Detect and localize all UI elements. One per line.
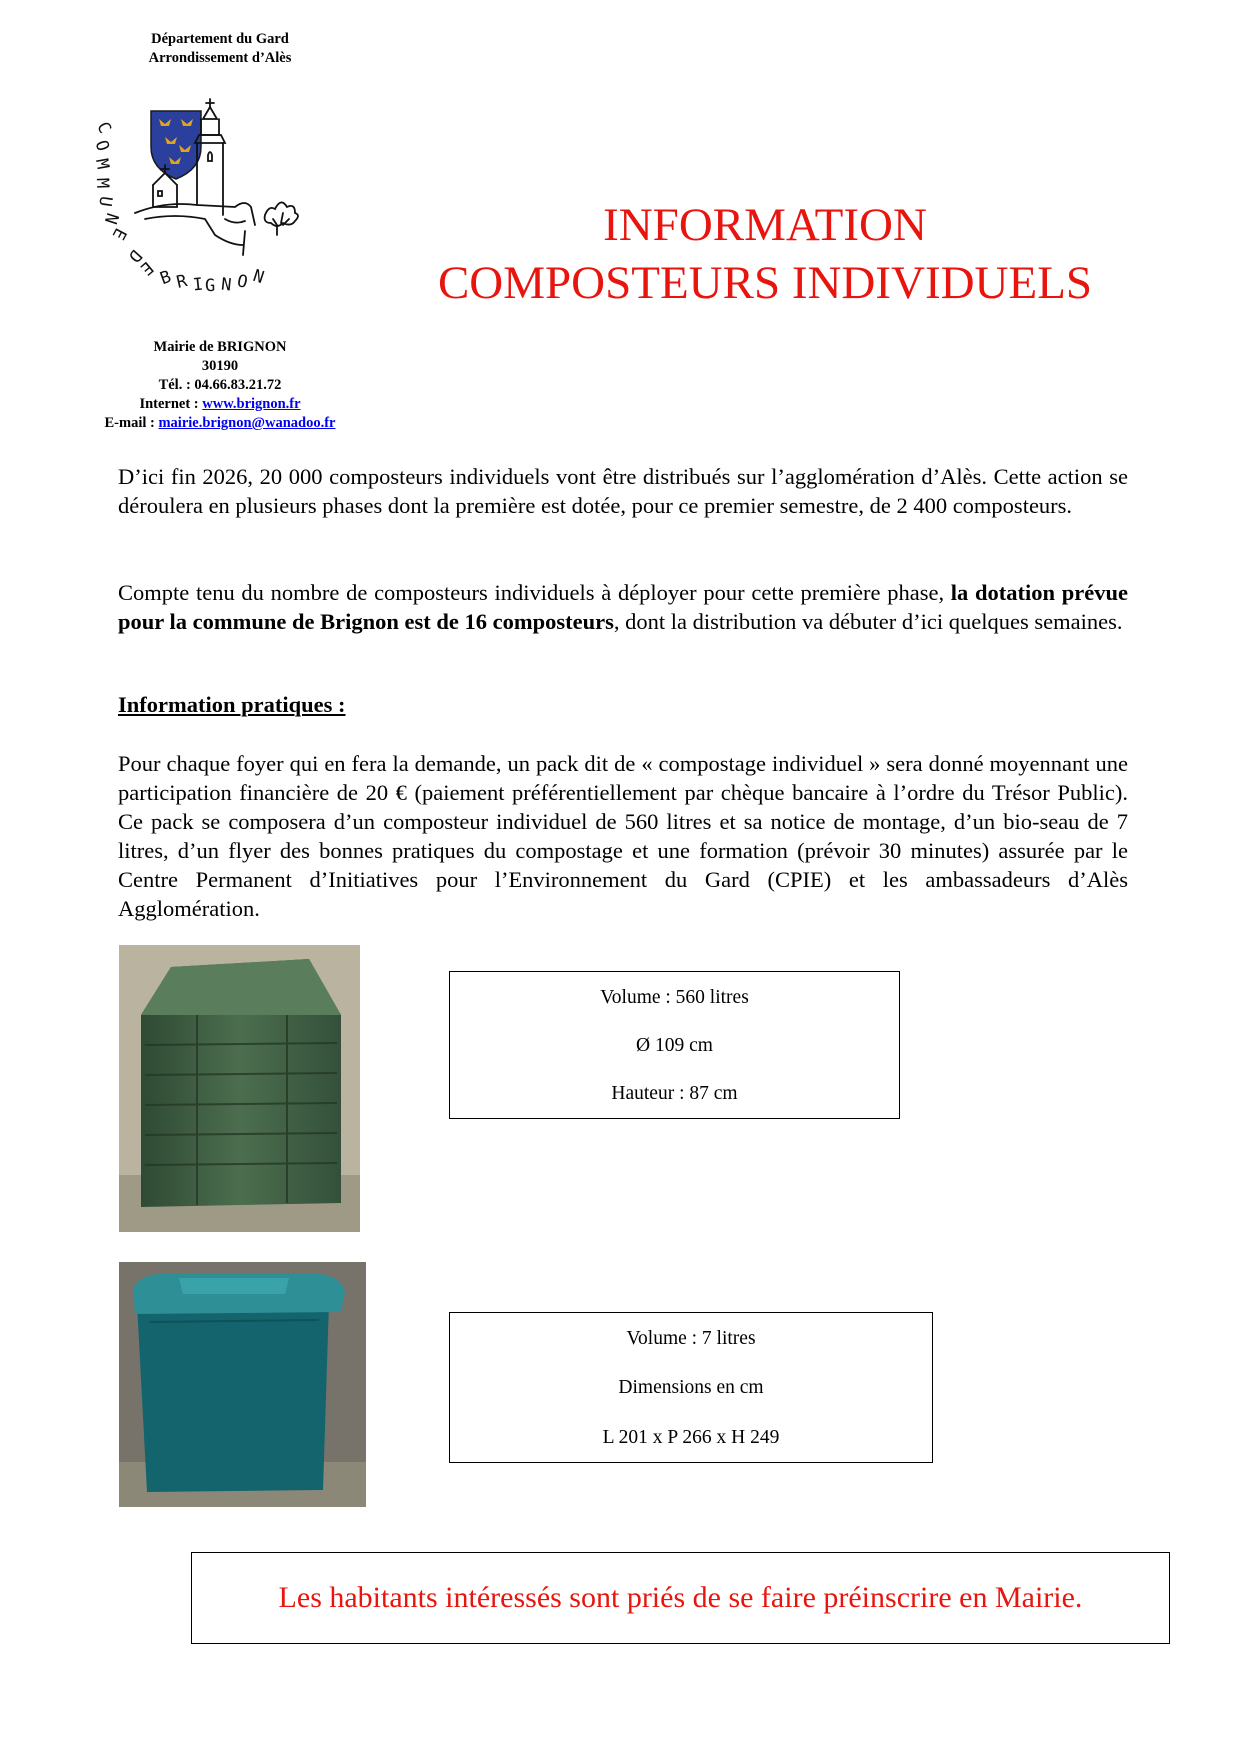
arrondissement-label: Arrondissement d’Alès bbox=[148, 50, 292, 66]
svg-text:R: R bbox=[174, 271, 190, 293]
svg-text:I: I bbox=[191, 274, 205, 296]
paragraph-pack-details: Pour chaque foyer qui en fera la demande, un pack dit de « compostage individuel » sera donné moyennant une participation financière de 20 € (paiement préférentiellement par chèque bancaire à l’ordre du Trésor Public). Ce pack se composera d’un composteur individuel de 560 litres et sa notice de montage, d’un bio-seau de 7 litres, d’un flyer des bonnes pratiques du compostage et une formation (prévoir 30 minutes) assurée par le Centre Permanent d’Initiatives pour l’Environnement du Gard (CPIE) et les ambassadeurs d’Alès Agglomération. bbox=[118, 751, 1128, 921]
svg-text:E: E bbox=[136, 256, 157, 279]
svg-text:B: B bbox=[157, 266, 175, 290]
mairie-internet bbox=[70, 395, 370, 414]
bucket-photo bbox=[119, 1262, 366, 1507]
internet-label: Internet : bbox=[139, 396, 203, 412]
paragraph-intro: D’ici fin 2026, 20 000 composteurs individuels vont être distribués sur l’agglomération d’Alès. Cette action se déroulera en plusieurs phases dont la première est dotée, pour ce premier semestre, de 2 400 composteurs. bbox=[118, 464, 1128, 518]
commune-logo bbox=[90, 95, 345, 320]
svg-text:E: E bbox=[107, 224, 131, 243]
svg-text:M: M bbox=[91, 177, 113, 189]
mairie-name: Mairie de BRIGNON bbox=[153, 339, 287, 355]
dotation-text-before: Compte tenu du nombre de composteurs individuels à déployer pour cette première phase, bbox=[118, 580, 951, 605]
mairie-postcode: 30190 bbox=[201, 358, 239, 374]
green-compost-bin-icon bbox=[119, 945, 360, 1232]
composter-spec-box bbox=[449, 971, 900, 1119]
dotation-text-after: , dont la distribution va débuter d’ici quelques semaines. bbox=[613, 609, 1123, 634]
department-label: Département du Gard bbox=[151, 31, 289, 47]
bucket-dims: L 201 x P 266 x H 249 bbox=[602, 1427, 780, 1448]
coat-of-arms-icon bbox=[151, 111, 201, 179]
teal-bio-bucket-icon bbox=[119, 1262, 366, 1507]
title-line-1: INFORMATION bbox=[603, 199, 927, 251]
composter-height: Hauteur : 87 cm bbox=[611, 1083, 738, 1104]
email-link[interactable]: mairie.brignon@wanadoo.fr bbox=[158, 415, 336, 431]
mairie-phone: Tél. : 04.66.83.21.72 bbox=[158, 377, 282, 393]
mairie-email bbox=[70, 414, 370, 433]
dotation-highlight: la dotation prévue pour la commune de Brignon est de 16 composteurs bbox=[118, 580, 1128, 634]
svg-text:O: O bbox=[235, 271, 250, 293]
bucket-dims-label: Dimensions en cm bbox=[618, 1377, 764, 1398]
composter-diameter: Ø 109 cm bbox=[636, 1035, 713, 1056]
svg-text:U: U bbox=[94, 194, 116, 208]
svg-text:O: O bbox=[90, 137, 113, 154]
svg-text:M: M bbox=[91, 157, 113, 171]
composter-volume: Volume : 560 litres bbox=[600, 987, 749, 1008]
title-line-2: COMPOSTEURS INDIVIDUELS bbox=[437, 257, 1093, 309]
svg-text:G: G bbox=[204, 275, 216, 297]
registration-notice-box bbox=[191, 1552, 1170, 1644]
registration-notice: Les habitants intéressés sont priés de se faire préinscrire en Mairie. bbox=[278, 1581, 1083, 1614]
paragraph-dotation bbox=[118, 578, 1128, 636]
section-heading: Information pratiques : bbox=[118, 692, 346, 717]
svg-text:N: N bbox=[99, 210, 123, 227]
svg-text:D: D bbox=[123, 245, 146, 267]
website-link[interactable]: www.brignon.fr bbox=[202, 396, 301, 412]
svg-text:N: N bbox=[250, 265, 267, 289]
composter-photo bbox=[119, 945, 360, 1232]
bucket-spec-box bbox=[449, 1312, 933, 1463]
email-label: E-mail : bbox=[104, 415, 159, 431]
svg-text:C: C bbox=[92, 118, 115, 137]
bucket-volume: Volume : 7 litres bbox=[626, 1328, 756, 1349]
svg-text:N: N bbox=[220, 274, 233, 296]
